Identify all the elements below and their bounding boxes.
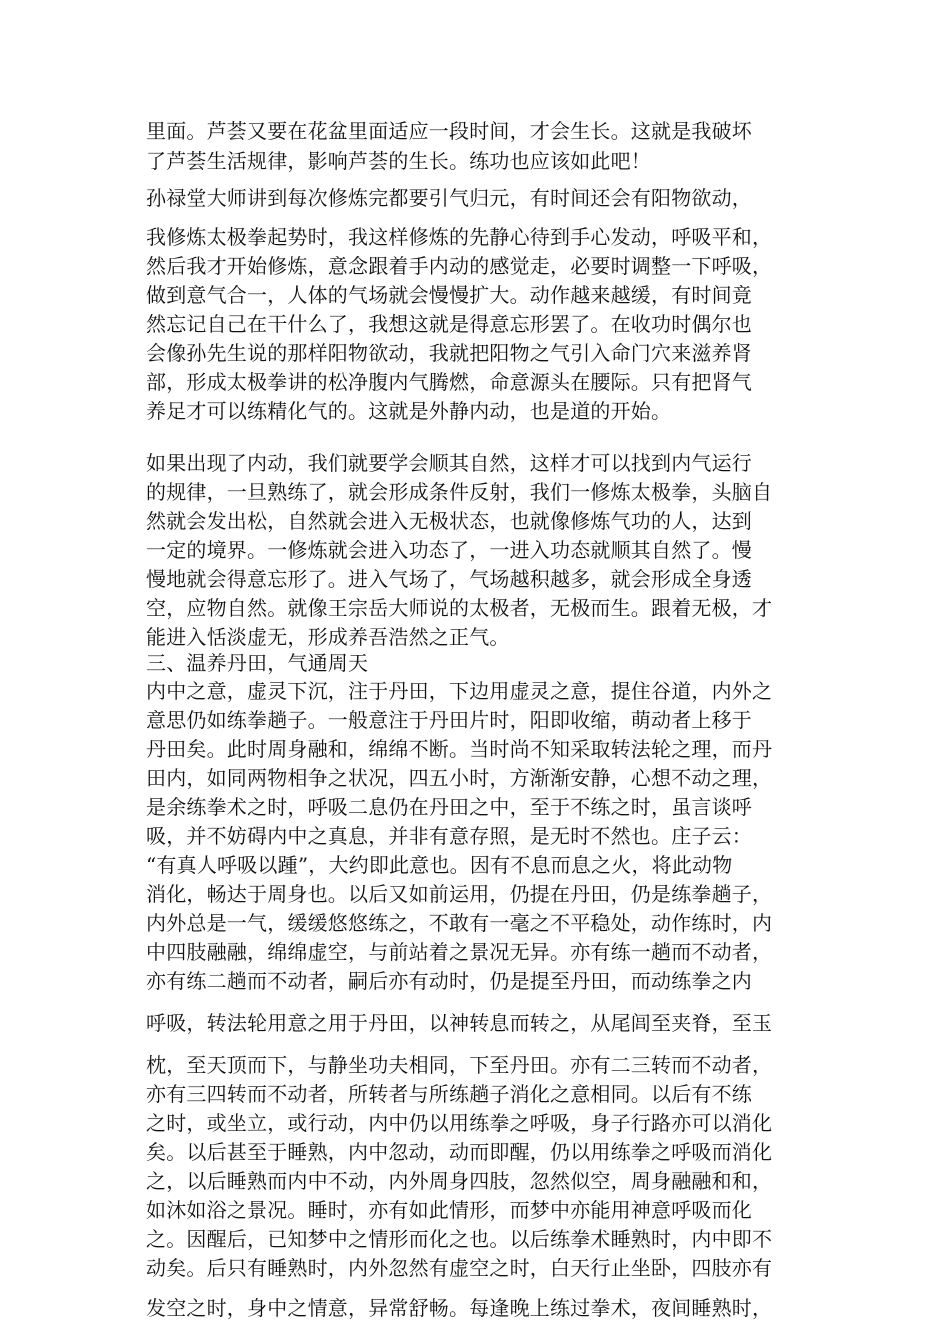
text-line: 中四肢融融，绵绵虚空，与前站着之景况无异。亦有练一趟而不动者，: [146, 940, 773, 964]
text-line: 养足才可以练精化气的。这就是外静内动，也是道的开始。: [146, 399, 672, 423]
text-line: 能进入恬淡虚无，形成养吾浩然之正气。: [146, 625, 510, 649]
text-line: 意思仍如练拳趟子。一般意注于丹田片时，阳即收缩，萌动者上移于: [146, 708, 752, 732]
text-line: 一定的境界。一修炼就会进入功态了，一进入功态就顺其自然了。慢: [146, 538, 752, 562]
text-line: 然忘记自己在干什么了，我想这就是得意忘形罢了。在收功时偶尔也: [146, 312, 752, 336]
text-line: 的规律，一旦熟练了，就会形成条件反射，我们一修炼太极拳，头脑自: [146, 480, 773, 504]
text-line: 慢地就会得意忘形了。进入气场了，气场越积越多，就会形成全身透: [146, 567, 752, 591]
text-line: 了芦荟生活规律，影响芦荟的生长。练功也应该如此吧！: [146, 149, 651, 173]
text-line: 矣。以后甚至于睡熟，内中忽动，动而即醒，仍以用练拳之呼吸而消化: [146, 1140, 773, 1164]
text-line: 亦有三四转而不动者，所转者与所练趟子消化之意相同。以后有不练: [146, 1082, 752, 1106]
text-line: 然就会发出松，自然就会进入无极状态，也就像修炼气功的人，达到: [146, 509, 752, 533]
text-line: 消化，畅达于周身也。以后又如前运用，仍提在丹田，仍是练拳趟子，: [146, 882, 773, 906]
text-line: 吸，并不妨碍内中之真息，并非有意存照，是无时不然也。庄子云：: [146, 824, 752, 848]
text-line: 枕，至天顶而下，与静坐功夫相同，下至丹田。亦有二三转而不动者，: [146, 1053, 773, 1077]
text-line: 田内，如同两物相争之状况，四五小时，方渐渐安静，心想不动之理，: [146, 766, 773, 790]
section-heading: 三、温养丹田，气通周天: [146, 651, 369, 675]
text-line: 内外总是一气，缓缓悠悠练之，不敢有一毫之不平稳处，动作练时，内: [146, 911, 773, 935]
text-line: 丹田矣。此时周身融和，绵绵不断。当时尚不知采取转法轮之理，而丹: [146, 737, 773, 761]
text-line: 如沐如浴之景况。睡时，亦有如此情形，而梦中亦能用神意呼吸而化: [146, 1198, 752, 1222]
text-line: “有真人呼吸以踵”，大约即此意也。因有不息而息之火，将此动物: [146, 853, 733, 877]
text-line: 之。因醒后，已知梦中之情形而化之也。以后练拳术睡熟时，内中即不: [146, 1227, 773, 1251]
text-line: 之，以后睡熟而内中不动，内外周身四肢，忽然似空，周身融融和和，: [146, 1169, 773, 1193]
text-line: 空，应物自然。就像王宗岳大师说的太极者，无极而生。跟着无极，才: [146, 596, 773, 620]
text-line: 呼吸，转法轮用意之用于丹田，以神转息而转之，从尾闾至夹脊，至玉: [146, 1011, 773, 1035]
text-line: 如果出现了内动，我们就要学会顺其自然，这样才可以找到内气运行: [146, 451, 752, 475]
text-line: 之时，或坐立，或行动，内中仍以用练拳之呼吸，身子行路亦可以消化: [146, 1111, 773, 1135]
text-line: 动矣。后只有睡熟时，内外忽然有虚空之时，白天行止坐卧，四肢亦有: [146, 1256, 773, 1280]
text-line: 然后我才开始修炼，意念跟着手内动的感觉走，必要时调整一下呼吸，: [146, 254, 773, 278]
text-line: 亦有练二趟而不动者，嗣后亦有动时，仍是提至丹田，而动练拳之内: [146, 969, 752, 993]
text-line: 我修炼太极拳起势时，我这样修炼的先静心待到手心发动，呼吸平和，: [146, 225, 773, 249]
text-line: 会像孙先生说的那样阳物欲动，我就把阳物之气引入命门穴来滋养肾: [146, 341, 752, 365]
text-line: 发空之时，身中之情意，异常舒畅。每逢晚上练过拳术，夜间睡熟时，: [146, 1296, 773, 1320]
text-line: 里面。芦荟又要在花盆里面适应一段时间，才会生长。这就是我破坏: [146, 119, 752, 143]
text-line: 部，形成太极拳讲的松净腹内气腾燃，命意源头在腰际。只有把肾气: [146, 370, 752, 394]
text-line: 是余练拳术之时，呼吸二息仍在丹田之中，至于不练之时，虽言谈呼: [146, 795, 752, 819]
text-line: 孙禄堂大师讲到每次修炼完都要引气归元，有时间还会有阳物欲动，: [146, 186, 752, 210]
text-line: 内中之意，虚灵下沉，注于丹田，下边用虚灵之意，提住谷道，内外之: [146, 679, 773, 703]
text-line: 做到意气合一，人体的气场就会慢慢扩大。动作越来越缓，有时间竟: [146, 283, 752, 307]
